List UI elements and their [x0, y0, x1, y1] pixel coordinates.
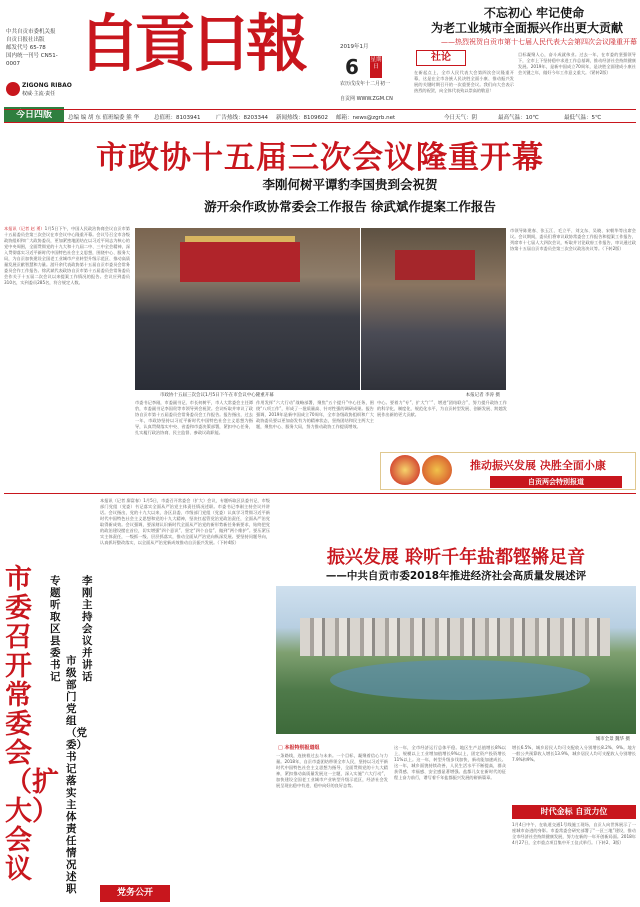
meta-bar — [4, 109, 636, 123]
meta-news-phone: 新闻热线：8109602 — [276, 115, 328, 121]
weekday-badge: 星期日 — [370, 56, 382, 78]
feature-subheadline: ——中共自贡市委2018年推进经济社会高质量发展述评 — [325, 570, 587, 582]
river — [330, 660, 590, 700]
publisher-line: 国内统一刊号 CN51-0007 — [6, 53, 58, 67]
logo-name: ZIGONG RIBAO — [22, 82, 72, 89]
conference-stage — [180, 242, 300, 282]
photo-caption: 市政协十五届三次会议1月5日下午在市会议中心隆重开幕 — [160, 393, 274, 398]
lead-article-column: 作用发挥“六大行动”战略部署，聚焦“五个提升”中心任务，围绕“八项工作”，形成了一批质量高、针对性强的调研成果。报告强调，2019年是新中国成立70周年，全市各级政协组织和广大政协委员要以更加奋发有为的精神状态，坚持团结和民主两大主题，聚焦中心、服务大局，努力推动政协工作提质增效。 — [256, 400, 374, 429]
vertical-subheadline: 李刚主持会议并讲话 — [82, 575, 93, 683]
section-divider — [4, 493, 636, 494]
lead-article-column: 市委书记李刚，市委副书记、市长何树平，市人大常委会主任谭豹，市委副书记李国贵等市领导到会祝贺。会议听取并审议了政协自贡市第十五届委员会常务委员会工作报告。报告指出，过去一年，市政协坚持以习近平新时代中国特色社会主义思想为指导，认真贯彻落实中央、省委和市委决策部署，紧扣中心任务，扎实履行政治协商、民主监督、参政议政职能。 — [135, 400, 253, 435]
logo-slogan: 权威·主流·责任 — [22, 91, 56, 97]
lead-article-column: 市领导陈建春、张玉江、毛立平、刘文东、吴晓、宋朝华等出席会议。会议期间，委员们将审议政协常委会工作报告和提案工作报告，列席市十七届人大四次会议，听取并讨论政府工作报告，审议通过政协第十五届自贡市委员会第三次会议政治决议等。（下转2版） — [510, 228, 636, 251]
sidebar-badge: 时代金标 自贡力位 — [512, 805, 636, 819]
website-link[interactable]: 自贡网 WWW.ZGM.CN — [340, 96, 393, 102]
banner-title: 推动振兴发展 决胜全面小康 — [470, 459, 606, 472]
sidebar-article-body: 1月4日中午，在轨道交通1号线施工现场，自贡人向世界展示了一座城市奋进的身影。市委常委会研究部署了“一区三地”建设，推动全市经济社会持续健康发展，努力在新的一年开创新局面。2018年4月27日，全市重点项目集中开工仪式举行。（下转2、3版） — [512, 822, 636, 845]
vertical-subheadline: 市级部门党组（党委）书记落实主体责任情况述职 — [66, 655, 87, 895]
publication-info — [6, 28, 66, 68]
issue-date: 2019年1月 — [340, 44, 369, 50]
lead-article-column: 中心。要着力“专”、扩大“广”、增进“团结联合”，努力提升政协工作的科学化、制度化、规范化水平，为自贡转型发展、创新发展、跨越发展作出新的更大贡献。 — [377, 400, 507, 417]
feature-article-column: 一条路线，连接着过去与未来。一个目标，凝聚着信心与力量。2018年，自贡市委团结带领全市人民，坚持以习近平新时代中国特色社会主义思想为指导，全面贯彻党的十九大精神，紧扣推动高质量发展这一主题，深入实施“六大行动”，加快建设全国老工业城市产业转型升级示范区，经济社会发展呈现出稳中有进、稳中向好的良好态势。 — [276, 753, 388, 788]
publisher-name: 中共自贡市委机关报 — [6, 29, 56, 35]
feature-article-column: 增长6.5%，城乡居民人均可支配收入分别增长8.2%、9%。地方一般公共预算收入增长13.9%，城乡居民人均可支配收入分别增长7.9%和9%。 — [512, 745, 636, 762]
meta-duty-phone: 总值班：8103941 — [154, 115, 201, 121]
promo-subtitle: 为老工业城市全面振兴作出更大贡献 — [430, 21, 623, 35]
vertical-subheadline: 专题听取区县委书记 — [50, 575, 61, 683]
vertical-headline: 市委召开常委会（扩大）会议 — [5, 564, 59, 885]
meta-max-temp: 最高气温：10℃ — [498, 115, 539, 121]
lead-subheadline: 游开余作政协常委会工作报告 徐武斌作提案工作报告 — [204, 199, 496, 214]
meta-email: 邮箱：news@zgrb.net — [336, 115, 396, 121]
meta-weather: 今日天气：阴 — [444, 115, 478, 121]
lead-body: 1月5日下午，中国人民政治协商会议自贡市第十五届委员会第三次会议在市会议中心隆重开幕。会议号召全市各级政协组织和广大政协委员，更加紧密地团结在以习近平同志为核心的党中央周围，全面贯彻党的十九大和十九届二中、三中全会精神，深入贯彻落实习近平新时代中国特色社会主义思想，围绕中心、服务大局，为自贡加快建设全国老工业城市产业转型升级示范区、推动高质量发展贡献智慧和力量。游开余代表政协第十五届自贡市委员会常务委员会作工作报告。徐武斌代表政协自贡市第十五届委员会常务委员会作关于十五届二次会议以来提案工作情况的报告。会议应到委员310名，实到委员285名，符合规定人数。 — [4, 226, 130, 285]
lead-article-column — [4, 226, 130, 486]
meta-min-temp: 最低气温：5℃ — [564, 115, 602, 121]
standing-article-body: 本报讯（记者 廖富春）1月5日，市委召开常委会（扩大）会议，专题听取区县委书记、市级部门党组（党委）书记落实全面从严治党主体责任情况述职。市委书记李刚主持会议并讲话。会议指出，党的十九大以来，各区县委、市级部门党组（党委）认真学习贯彻习近平新时代中国特色社会主义思想和党的十九大精神，坚决扛起管党治党政治责任，全面从严治党取得新成效。会议强调，要深刻认识新时代全面从严治党的新形势新任务新要求，始终把党的政治建设摆在首位，切实增强“四个意识”、坚定“四个自信”、做到“两个维护”。要压紧压实主体责任，一级抓一级、层层抓落实，推动全面从严治党向纵深发展。要坚持问题导向，认真抓好整改落实，以全面从严治党新成效推动自贡振兴发展。（下转4版） — [100, 498, 270, 545]
publisher-line: 自贡日报社出版 — [6, 37, 45, 43]
lead-subheadline: 李刚何树平谭豹李国贵到会祝贺 — [262, 177, 438, 192]
lunar-date: 农历戊戌年十二月初一 — [340, 81, 391, 87]
newspaper-logo-icon — [6, 82, 20, 96]
masthead-title: 自貢日報 — [78, 7, 303, 80]
editorial-text: 目标凝聚人心，奋斗成就伟业。过去一年，在市委的坚强领导下，全市上下坚持稳中求进工作总基调，推动经济社会持续健康发展。2019年，是新中国成立70周年，是决胜全面建成小康社会关键之年，做好今年工作意义重大。（紧转2版） — [518, 52, 636, 75]
conference-stage — [395, 250, 475, 280]
editorial-text: 在新起点上，全市人民代表大会第四次会议隆重开幕，这是在全市各族人民决胜全面小康、推动振兴发展的关键时期召开的一次重要会议。我们向大会表示热烈的祝贺，向全体代表致以崇高的敬意！ — [414, 70, 514, 93]
meta-editors: 总编 编 胡 东 值班编委 熊 华 — [68, 115, 139, 121]
feature-headline: 振兴发展 聆听千年盐都铿锵足音 — [326, 547, 586, 568]
emblem-icon — [390, 455, 420, 485]
editorial-badge: 社论 — [416, 50, 466, 66]
city-buildings — [300, 618, 610, 656]
promo-source: ——热烈祝贺自贡市第十七届人民代表大会第四次会议隆重开幕 — [441, 38, 637, 46]
lead-byline: 本报讯（记者 赵 勇） — [4, 226, 45, 231]
banner-tag: 自贡两会特别报道 — [490, 476, 622, 488]
meta-ad-phone: 广告热线：8203344 — [216, 115, 268, 121]
publisher-line: 邮发代号 65-78 — [6, 45, 46, 51]
emblem-icon — [422, 455, 452, 485]
photo-caption: 城市全景 魏华 摄 — [595, 737, 630, 742]
feature-article-column: 这一年，全市经济运行总体平稳。地区生产总值增长8%以上，规模以上工业增加值增长9%以上，固定资产投资增长11%以上。这一年，转型升级步伐加快，新动能加速成长。这一年，城乡面貌持续改善，人民生活水平不断提高，群众获得感、幸福感、安全感显著增强。盐都儿女在新时代的征程上奋力前行，谱写着千年盐都振兴发展的崭新篇章。 — [394, 745, 506, 780]
photo-credit: 本报记者 李涛 摄 — [465, 393, 500, 398]
issue-day: 6 — [345, 55, 359, 79]
party-affairs-badge[interactable]: 党务公开 — [100, 885, 170, 902]
lead-headline: 市政协十五届三次会议隆重开幕 — [96, 140, 544, 176]
feature-label: □ 本报特别报道组 — [278, 745, 320, 751]
promo-title: 不忘初心 牢记使命 — [483, 6, 585, 20]
page-count-badge: 今日四版 — [4, 107, 64, 123]
